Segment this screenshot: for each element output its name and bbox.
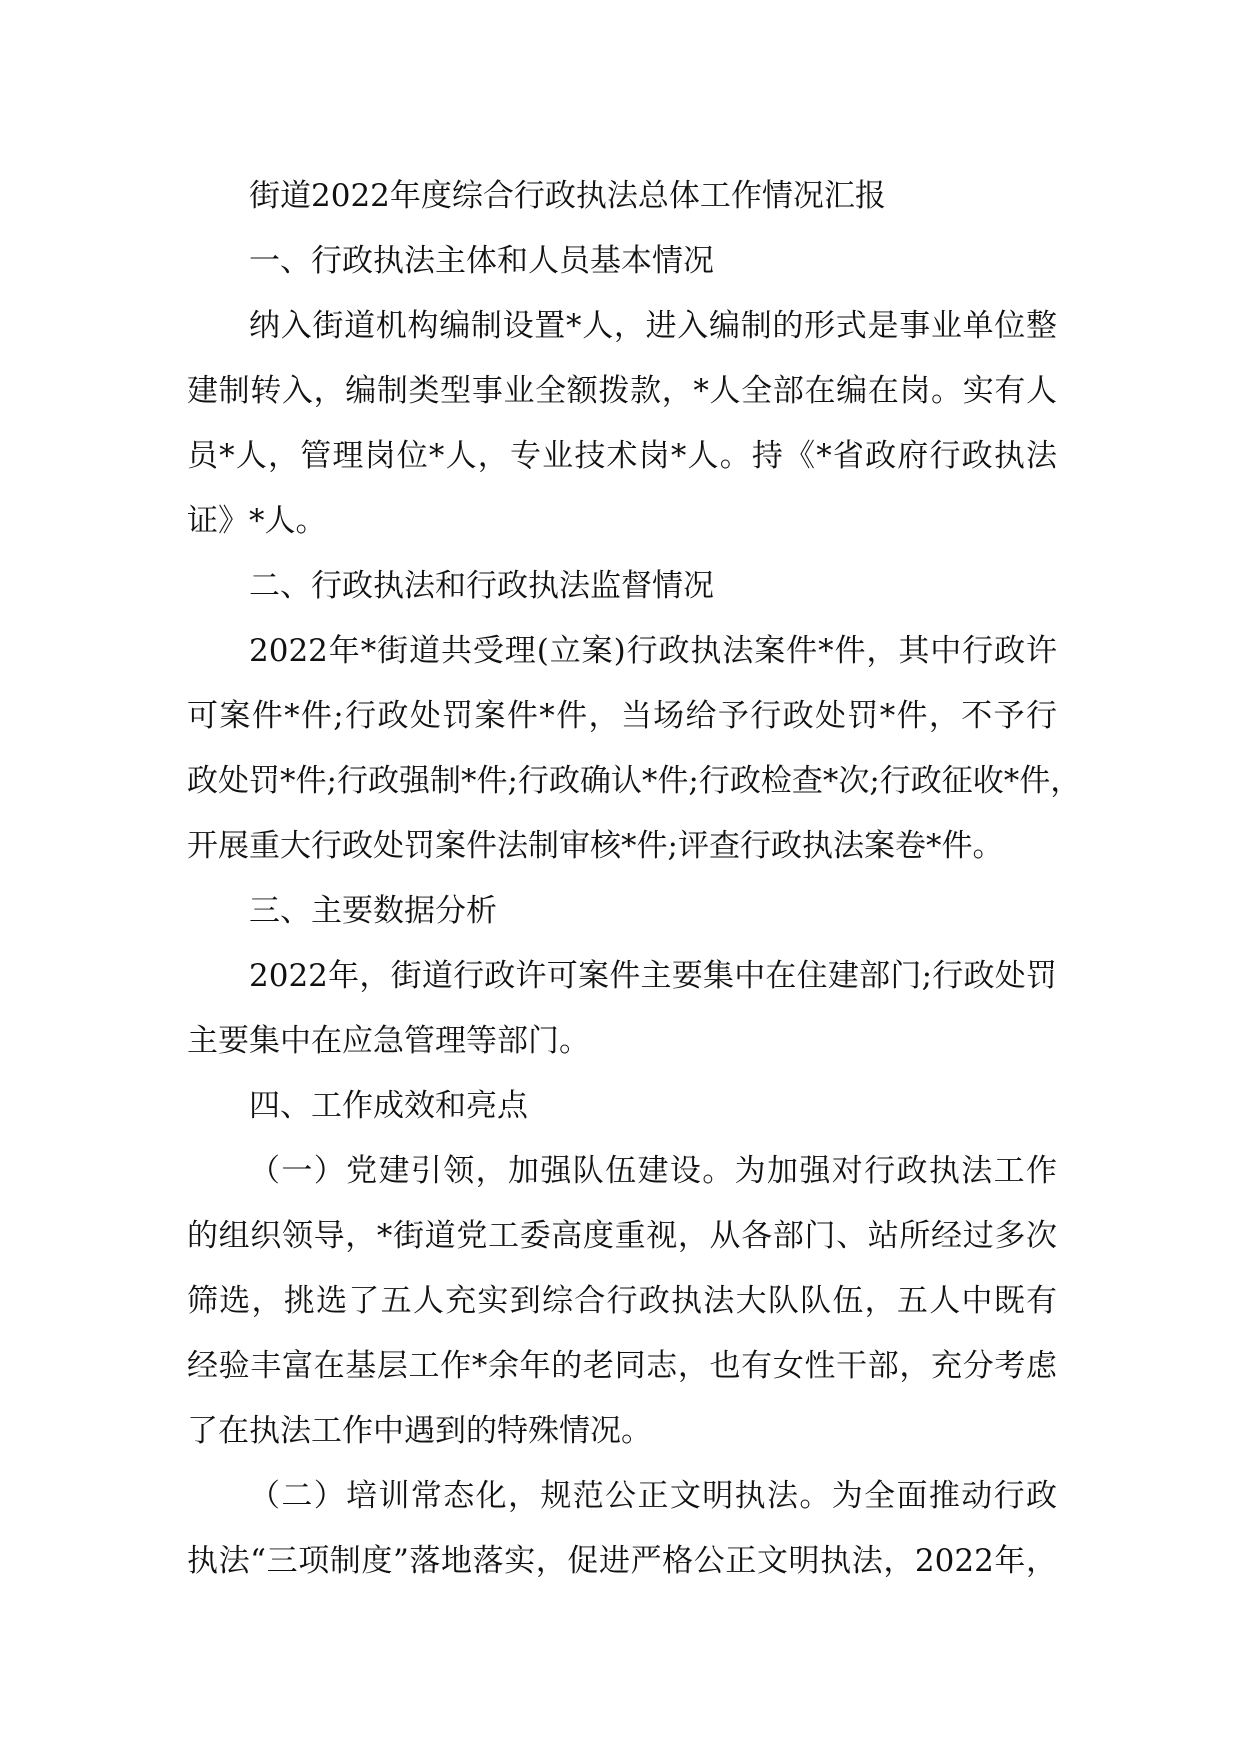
- paragraph-line: 政处罚*件;行政强制*件;行政确认*件;行政检查*次;行政征收*件，: [187, 763, 1082, 799]
- section-heading-4: 四、工作成效和亮点: [249, 1088, 528, 1124]
- paragraph-line: 主要集中在应急管理等部门。: [187, 1023, 590, 1059]
- paragraph-line: 2022年*街道共受理(立案)行政执法案件*件，其中行政许: [249, 633, 1057, 669]
- paragraph-line: （二）培训常态化，规范公正文明执法。为全面推动行政: [249, 1478, 1057, 1514]
- section-heading-3: 三、主要数据分析: [249, 893, 497, 929]
- paragraph-line: 证》*人。: [187, 503, 327, 539]
- document-title: 街道2022年度综合行政执法总体工作情况汇报: [249, 178, 886, 214]
- paragraph-line: 员*人，管理岗位*人，专业技术岗*人。持《*省政府行政执法: [187, 438, 1057, 474]
- paragraph-line: （一）党建引领，加强队伍建设。为加强对行政执法工作: [249, 1153, 1057, 1189]
- paragraph-line: 建制转入，编制类型事业全额拨款，*人全部在编在岗。实有人: [187, 373, 1057, 409]
- paragraph-line: 开展重大行政处罚案件法制审核*件;评查行政执法案卷*件。: [187, 828, 1004, 864]
- paragraph-line: 可案件*件;行政处罚案件*件，当场给予行政处罚*件，不予行: [187, 698, 1057, 734]
- paragraph-line: 的组织领导，*街道党工委高度重视，从各部门、站所经过多次: [187, 1218, 1057, 1254]
- section-heading-1: 一、行政执法主体和人员基本情况: [249, 243, 714, 279]
- paragraph-line: 经验丰富在基层工作*余年的老同志，也有女性干部，充分考虑: [187, 1348, 1057, 1384]
- paragraph-line: 筛选，挑选了五人充实到综合行政执法大队队伍，五人中既有: [187, 1283, 1057, 1319]
- section-heading-2: 二、行政执法和行政执法监督情况: [249, 568, 714, 604]
- paragraph-line: 了在执法工作中遇到的特殊情况。: [187, 1413, 652, 1449]
- document-page: [187, 164, 1082, 1594]
- paragraph-line: 纳入街道机构编制设置*人，进入编制的形式是事业单位整: [249, 308, 1057, 344]
- paragraph-line: 2022年，街道行政许可案件主要集中在住建部门;行政处罚: [249, 958, 1057, 994]
- paragraph-line: 执法“三项制度”落地落实，促进严格公正文明执法，2022年，: [187, 1543, 1057, 1579]
